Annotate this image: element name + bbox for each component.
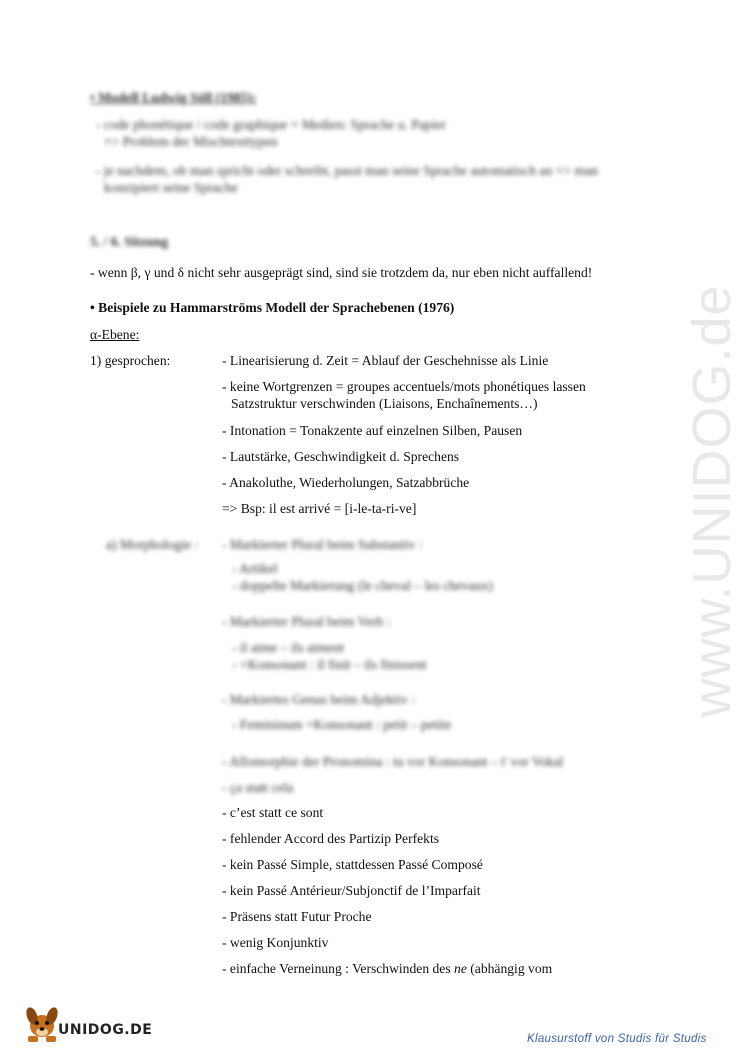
blurred-line: - Markiertes Genus beim Adjektiv : (222, 692, 415, 707)
blurred-line: konzipiert seine Sprache (104, 180, 238, 195)
blurred-heading: • Modell Ludwig Söll (1985): (90, 90, 257, 105)
logo-text: UNIDOG.DE (58, 1022, 153, 1038)
blurred-line: - Allomorphie der Pronomina : tu vor Konsonant – t' vor Vokal (222, 754, 564, 769)
blurred-line: - je nachdem, ob man spricht oder schreibt, passt man seine Sprache automatisch an => man (96, 163, 598, 178)
dog-logo-icon (22, 1000, 62, 1044)
list-item: - Anakoluthe, Wiederholungen, Satzabbrüche (222, 475, 470, 490)
list-item: - kein Passé Antérieur/Subjonctif de l’Imparfait (222, 883, 481, 898)
blurred-line: - il aime – ils aiment (232, 640, 345, 655)
blurred-line: - code phonétique / code graphique = Medien: Sprache u. Papier (96, 117, 447, 132)
list-item: - c’est statt ce sont (222, 805, 324, 820)
blurred-line: - ça statt cela (222, 780, 294, 795)
intro-line: - wenn β, γ und δ nicht sehr ausgeprägt sind, sind sie trotzdem da, nur eben nicht auffallend! (90, 265, 593, 280)
footer-tagline: Klausurstoff von Studis für Studis (527, 1033, 707, 1045)
blurred-line: => Problem der Mischtexttypen (104, 134, 278, 149)
session-heading: 5. / 6. Sitzung (90, 234, 169, 249)
list-item: - fehlender Accord des Partizip Perfekts (222, 831, 440, 846)
blurred-line: - +Konsonant : il finit – ils finissent (232, 657, 427, 672)
blurred-line: - Femininum +Konsonant : petit – petite (232, 717, 452, 732)
blurred-line: - Markierter Plural beim Substantiv : (222, 537, 423, 552)
list-item: => Bsp: il est arrivé = [i-le-ta-ri-ve] (222, 501, 417, 516)
alpha-heading: α-Ebene: (90, 327, 140, 342)
blurred-line: - Markierter Plural beim Verb : (222, 614, 391, 629)
footer-logo[interactable] (22, 1000, 152, 1050)
list-item: - wenig Konjunktiv (222, 935, 329, 950)
list-item: - Lautstärke, Geschwindigkeit d. Sprechens (222, 449, 460, 464)
morph-label: a) Morphologie : (106, 537, 199, 552)
list-item: - Präsens statt Futur Proche (222, 909, 372, 924)
watermark: www.UNIDOG.de (682, 284, 742, 718)
section-title: • Beispiele zu Hammarströms Modell der Sprachebenen (1976) (90, 300, 455, 315)
blurred-line: - Artikel (232, 561, 278, 576)
list-item: Satzstruktur verschwinden (Liaisons, Enchaînements…) (231, 396, 538, 411)
blurred-line: - doppelte Markierung (le cheval – les chevaux) (232, 578, 493, 593)
list-item: - Intonation = Tonakzente auf einzelnen Silben, Pausen (222, 423, 523, 438)
spoken-label: 1) gesprochen: (90, 353, 171, 368)
list-item: - kein Passé Simple, stattdessen Passé Composé (222, 857, 483, 872)
list-item: - Linearisierung d. Zeit = Ablauf der Geschehnisse als Linie (222, 353, 549, 368)
list-item: - einfache Verneinung : Verschwinden des ne (abhängig vom (222, 961, 553, 976)
list-item: - keine Wortgrenzen = groupes accentuels/mots phonétiques lassen (222, 379, 586, 394)
